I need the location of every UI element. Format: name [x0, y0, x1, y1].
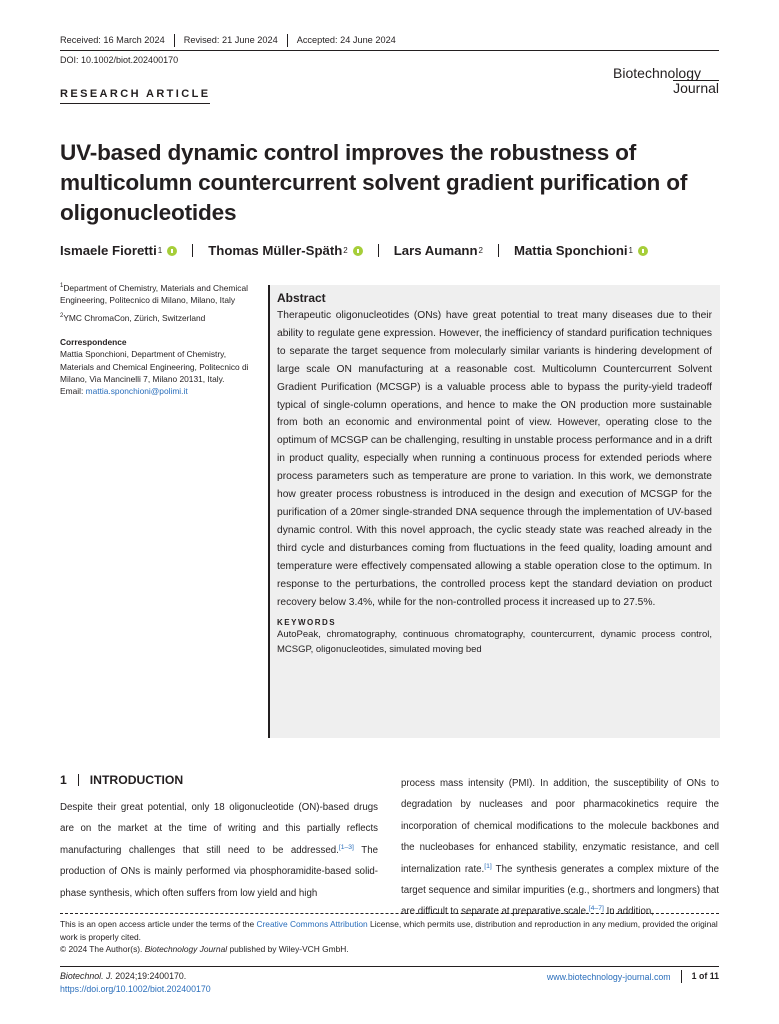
- correspondence-email: Email: mattia.sponchioni@polimi.it: [60, 386, 188, 397]
- citation-link[interactable]: [1]: [484, 862, 492, 870]
- email-link[interactable]: mattia.sponchioni@polimi.it: [85, 386, 188, 397]
- journal-name-line2: Journal: [673, 80, 719, 96]
- copyright-text: © 2024 The Author(s). Biotechnology Journal published by Wiley-VCH GmbH.: [60, 944, 349, 954]
- orcid-icon[interactable]: [353, 246, 363, 256]
- abstract-text: Therapeutic oligonucleotides (ONs) have great potential to treat many diseases due to their ability to regulate gene expression. However, the inefficiency of standard purification techniques to separate the target sequence from molecularly similar variants is hindering development of large scale ON manufacturing at a reasonable cost. Multicolumn Countercurrent Solvent Gradient Purification (MCSGP) is a valuable process able to bypass the purity-yield tradeoff typical of single-column operations, and hence to make the ON production more sustainable from both an economic and environmental point of view. However, operating close to the optimum of MCSGP can be challenging, resulting in unstable process performance and in a drift in product quality, especially when running a continuous process for extended periods where process parameters such as temperature are prone to variation. In this work, we demonstrate how greater process robustness is introduced in the design and execution of MCSGP for the purification of a 20mer single-stranded DNA sequence through the implementation of UV-based dynamic control. With this novel approach, the cyclic steady state was reached already in the third cycle and disturbances coming from fluctuations in the feed quality, loading amount and temperature were effectively compensated allowing a stable operation close to the optimum. In response to the perturbations, the controlled process kept the standard deviation on product recovery below 3.4%, while for the non-controlled process it increased up to 27.5%.: [277, 310, 712, 608]
- author-4[interactable]: [514, 243, 648, 258]
- section-separator: [78, 774, 79, 786]
- doi: DOI: 10.1002/biot.202400170: [60, 55, 179, 65]
- author-separator: [378, 244, 379, 257]
- author-name: Ismaele Fioretti: [60, 243, 157, 258]
- journal-website-link[interactable]: www.biotechnology-journal.com: [546, 971, 671, 982]
- correspondence-heading: Correspondence: [60, 337, 127, 348]
- author-name: Thomas Müller-Späth: [208, 243, 343, 258]
- received-date: Received: 16 March 2024: [60, 35, 165, 45]
- abstract-heading: Abstract: [277, 291, 326, 305]
- top-rule: [60, 50, 719, 51]
- keywords-heading: KEYWORDS: [277, 618, 337, 628]
- intro-column-2: process mass intensity (PMI). In addition, the susceptibility of ONs to degradation by nucleases and poor pharmacokinetics require the incorporation of chemical modifications to the molecule backbones and the nucleobases for enhanced stability, enzymatic resistance, and cell internalization rate.[1] The synthesis generates a complex mixture of the target sequence and similar impurities (e.g., shortmers and longmers) that are difficult to separate at preparative scale.[4–7] In addition,: [401, 778, 719, 918]
- journal-name-line1: Biotechnology: [613, 65, 701, 81]
- abstract-box: [268, 285, 720, 738]
- orcid-icon[interactable]: [167, 246, 177, 256]
- license-divider: [60, 913, 719, 914]
- affiliation-1: $^1$Department of Chemistry, Materials and Chemical Engineering, Politecnico di Milano, Milano, Italy: [60, 282, 248, 305]
- author-affil-sup: 1: [157, 246, 163, 255]
- author-name: Lars Aumann: [393, 243, 478, 258]
- article-title: UV-based dynamic control improves the robustness of multicolumn countercurrent solvent gradient purification of oligonucleotides: [60, 140, 688, 225]
- author-3[interactable]: [394, 243, 483, 258]
- license-text: This is an open access article under the terms of the Creative Commons Attribution License, which permits use, distribution and reproduction in any medium, provided the original work is properly cited.: [60, 919, 718, 942]
- section-heading-introduction: [60, 773, 183, 787]
- doi-link[interactable]: https://doi.org/10.1002/biot.202400170: [60, 983, 211, 994]
- license-block: [60, 918, 720, 956]
- accepted-date: Accepted: 24 June 2024: [287, 34, 405, 47]
- author-2[interactable]: [208, 243, 363, 258]
- affiliation-2: $^2$YMC ChromaCon, Zürich, Switzerland: [60, 313, 206, 323]
- author-1[interactable]: [60, 243, 177, 258]
- section-title: INTRODUCTION: [89, 773, 184, 787]
- author-affil-sup: 1: [628, 246, 633, 255]
- journal-logo: [603, 66, 719, 95]
- article-type: RESEARCH ARTICLE: [60, 88, 210, 104]
- orcid-icon[interactable]: [638, 246, 648, 256]
- page-number: 1 of 11: [681, 970, 719, 983]
- intro-column-1: Despite their great potential, only 18 oligonucleotide (ON)-based drugs are on the market at the time of writing and this partially reflects manufacturing challenges that still need to be addressed.[1–3] The production of ONs is mainly performed via phosphoramidite-based solid-phase synthesis, which often suffers from low yield and high: [60, 802, 378, 899]
- author-list: [60, 243, 648, 258]
- author-separator: [192, 244, 193, 257]
- citation-link[interactable]: [1–3]: [338, 843, 354, 851]
- creative-commons-link[interactable]: Creative Commons Attribution: [256, 919, 368, 929]
- footer-citation: Biotechnol. J. 2024;19:2400170. https://doi.org/10.1002/biot.202400170: [60, 971, 211, 994]
- citation-link[interactable]: [4–7]: [588, 905, 604, 913]
- revised-date: Revised: 21 June 2024: [174, 34, 287, 47]
- author-affil-sup: 2: [478, 246, 483, 255]
- author-affil-sup: 2: [343, 246, 348, 255]
- section-number: 1: [60, 773, 67, 787]
- dates-line: [60, 34, 405, 47]
- author-separator: [498, 244, 499, 257]
- author-name: Mattia Sponchioni: [513, 243, 628, 258]
- footer-right: [547, 970, 719, 983]
- keywords-text: AutoPeak, chromatography, continuous chromatography, countercurrent, dynamic process control, MCSGP, oligonucleotides, simulated moving bed: [277, 629, 712, 656]
- affiliations-column: [60, 280, 250, 397]
- correspondence-text: Mattia Sponchioni, Department of Chemistry, Materials and Chemical Engineering, Politecnico di Milano, Via Mancinelli 7, Milano 20131, Italy.: [60, 349, 249, 384]
- footer-rule: [60, 966, 719, 967]
